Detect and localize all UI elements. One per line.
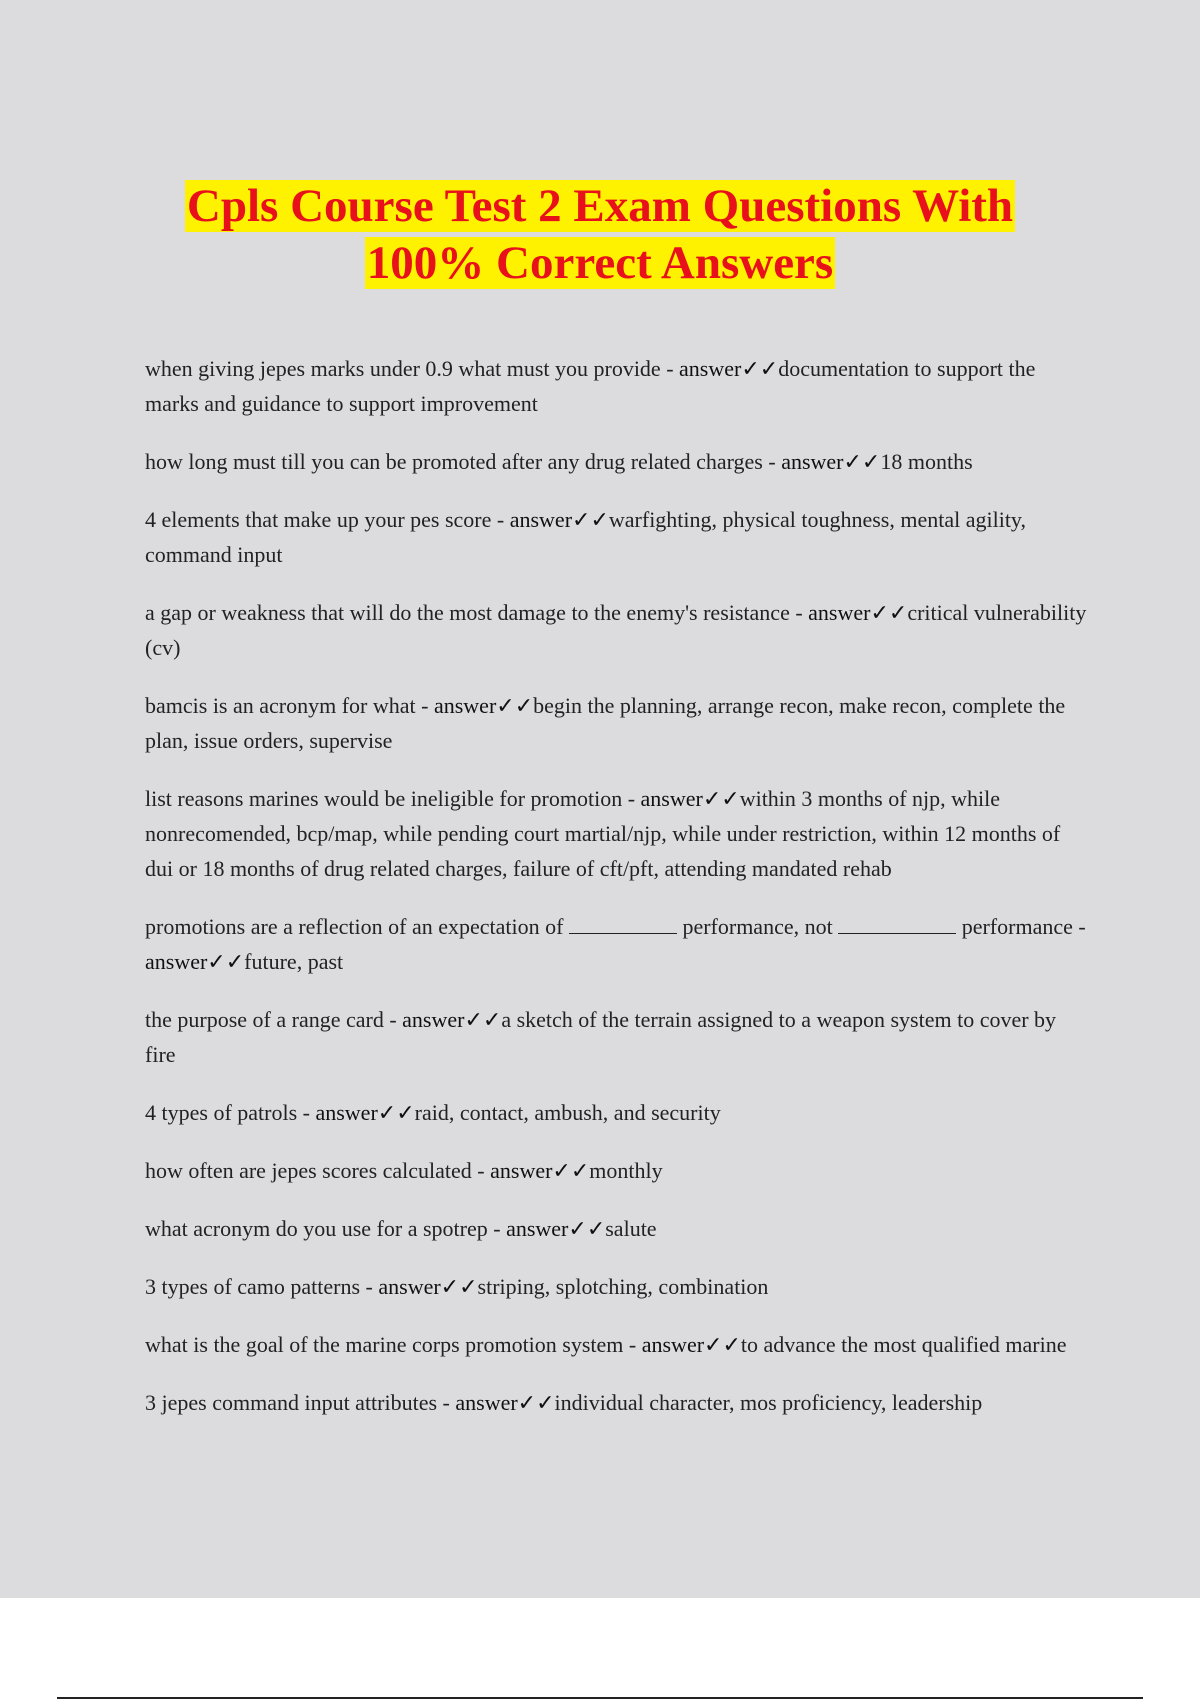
answer-marker: answer✓✓	[641, 1332, 741, 1357]
qa-list	[145, 351, 1090, 1443]
qa-item-2	[145, 444, 1090, 479]
qa-item-3	[145, 502, 1090, 572]
question-text: 4 types of patrols -	[145, 1100, 316, 1125]
question-text: when giving jepes marks under 0.9 what must you provide -	[145, 356, 680, 381]
qa-item-6	[145, 781, 1090, 886]
answer-text: to advance the most qualified marine	[740, 1332, 1067, 1357]
answer-marker: answer✓✓	[145, 949, 245, 974]
document-title	[0, 178, 1200, 292]
qa-item-14	[145, 1385, 1090, 1420]
qa-item-11	[145, 1211, 1090, 1246]
question-text: 4 elements that make up your pes score -	[145, 507, 510, 532]
answer-marker: answer✓✓	[378, 1274, 478, 1299]
answer-text: begin the planning, arrange recon, make recon, complete the plan, issue orders, supervise	[145, 693, 1066, 753]
question-text-part-2: performance, not	[676, 914, 839, 939]
answer-marker: answer✓✓	[402, 1007, 502, 1032]
fill-in-blank-1	[569, 913, 677, 934]
title-line-1: Cpls Course Test 2 Exam Questions With	[186, 180, 1014, 232]
answer-marker: answer✓✓	[808, 600, 908, 625]
fill-in-blank-2	[838, 913, 956, 934]
qa-item-9	[145, 1095, 1090, 1130]
question-text: 3 jepes command input attributes -	[145, 1390, 456, 1415]
question-text: what acronym do you use for a spotrep -	[145, 1216, 507, 1241]
answer-text: monthly	[589, 1158, 663, 1183]
answer-marker: answer✓✓	[640, 786, 740, 811]
title-line-2: 100% Correct Answers	[366, 237, 834, 289]
answer-text: critical vulnerability (cv)	[145, 600, 1087, 660]
answer-marker: answer✓✓	[433, 693, 534, 718]
answer-marker: answer✓✓	[315, 1100, 415, 1125]
answer-text: individual character, mos proficiency, leadership	[554, 1390, 983, 1415]
answer-text: raid, contact, ambush, and security	[414, 1100, 721, 1125]
answer-marker: answer✓✓	[509, 507, 609, 532]
question-text: the purpose of a range card -	[145, 1007, 403, 1032]
answer-marker: answer✓✓	[781, 449, 881, 474]
question-text-part-3: performance -	[956, 914, 1086, 939]
answer-text: future, past	[244, 949, 344, 974]
answer-text: documentation to support the marks and guidance to support improvement	[145, 356, 1036, 416]
answer-marker: answer✓✓	[490, 1158, 590, 1183]
qa-item-4	[145, 595, 1090, 665]
answer-text: salute	[605, 1216, 657, 1241]
footer-rule	[57, 1697, 1143, 1699]
answer-text: within 3 months of njp, while nonrecomended, bcp/map, while pending court martial/njp, while under restriction, within 12 months of dui or 18 months of drug related charges, failure of cft/pft, attending mandated rehab	[145, 786, 1061, 881]
question-text: a gap or weakness that will do the most damage to the enemy's resistance -	[145, 600, 809, 625]
qa-item-1	[145, 351, 1090, 421]
answer-text: warfighting, physical toughness, mental agility, command input	[145, 507, 1026, 567]
qa-item-5	[145, 688, 1090, 758]
qa-item-7	[145, 909, 1090, 979]
question-text-part-1: promotions are a reflection of an expectation of	[145, 914, 569, 939]
qa-item-13	[145, 1327, 1090, 1362]
question-text: how long must till you can be promoted after any drug related charges -	[145, 449, 782, 474]
question-text: 3 types of camo patterns -	[145, 1274, 379, 1299]
answer-marker: answer✓✓	[506, 1216, 606, 1241]
answer-marker: answer✓✓	[679, 356, 779, 381]
question-text: what is the goal of the marine corps promotion system -	[145, 1332, 642, 1357]
answer-text: striping, splotching, combination	[477, 1274, 769, 1299]
question-text: bamcis is an acronym for what -	[145, 693, 434, 718]
answer-text: 18 months	[880, 449, 973, 474]
question-text: how often are jepes scores calculated -	[145, 1158, 491, 1183]
qa-item-10	[145, 1153, 1090, 1188]
answer-text: a sketch of the terrain assigned to a weapon system to cover by fire	[145, 1007, 1057, 1067]
question-text: list reasons marines would be ineligible for promotion -	[145, 786, 641, 811]
qa-item-8	[145, 1002, 1090, 1072]
answer-marker: answer✓✓	[455, 1390, 555, 1415]
qa-item-12	[145, 1269, 1090, 1304]
